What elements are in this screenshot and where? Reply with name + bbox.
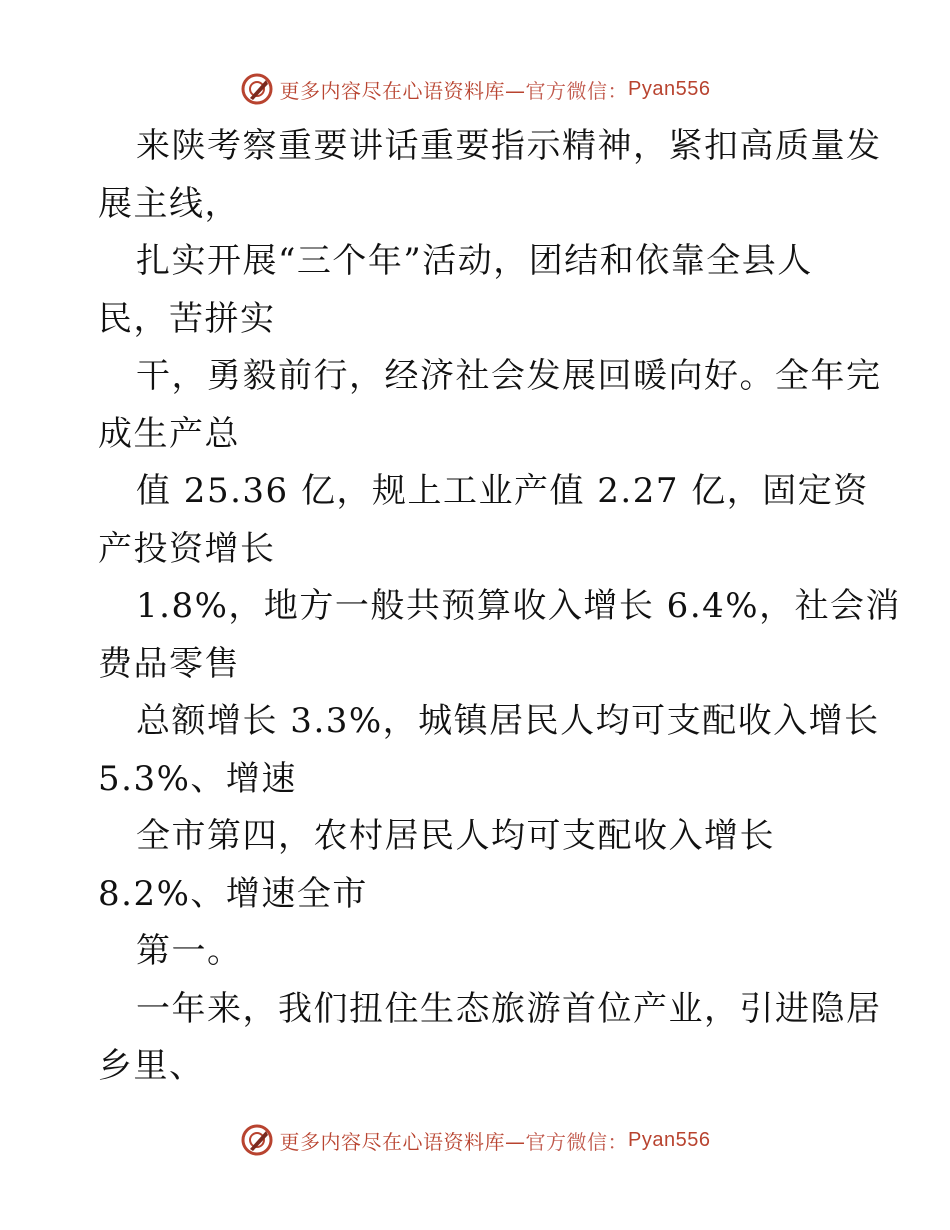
brand-logo-icon [240,1123,274,1157]
header-wechat-id: Pyan556 [628,77,711,100]
text-line: 第一。 [136,931,243,971]
text-line: 乡里、 [98,1046,205,1086]
text-line: 来陕考察重要讲话重要指示精神，紧扣高质量发 [136,126,882,166]
text-line: 成生产总 [98,413,240,454]
header-wechat-label: 官方微信： [525,78,629,103]
text-line: 5.3%、增速 [98,758,297,799]
text-line: 费品零售 [98,643,240,684]
text-line: 一年来，我们扭住生态旅游首位产业，引进隐居 [136,988,882,1029]
document-body [98,118,902,1096]
footer-wechat-id: Pyan556 [628,1128,711,1151]
brand-logo-icon [240,72,274,106]
text-line: 民，苦拼实 [98,298,276,339]
text-line: 1.8%，地方一般共预算收入增长 6.4%，社会消 [136,586,902,626]
text-line: 总额增长 3.3%，城镇居民人均可支配收入增长 [136,701,880,741]
footer-banner [0,1123,950,1157]
text-line: 值 25.36 亿，规上工业产值 2.27 亿，固定资 [136,471,869,511]
text-line: 展主线， [98,183,240,224]
text-line: 产投资增长 [98,528,276,569]
text-line: 全市第四，农村居民人均可支配收入增长 [136,816,775,856]
header-banner [0,72,950,106]
footer-wechat-label: 官方微信： [525,1129,629,1154]
text-line: 干，勇毅前行，经济社会发展回暖向好。全年完 [136,356,882,396]
footer-site-text: 更多内容尽在心语资料库— [279,1129,526,1154]
header-site-text: 更多内容尽在心语资料库— [279,78,526,103]
text-line: 扎实开展“三个年”活动，团结和依靠全县人 [136,241,813,281]
text-line: 8.2%、增速全市 [98,873,368,914]
